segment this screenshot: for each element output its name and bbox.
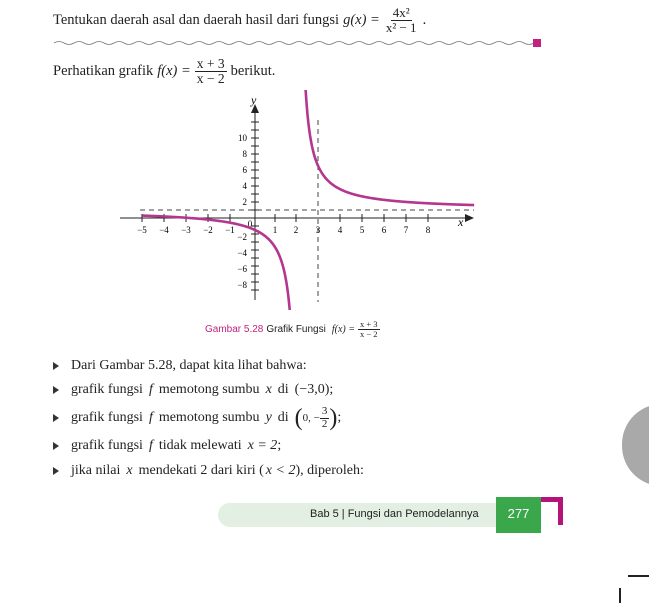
question-fraction	[384, 6, 419, 34]
bullet-point-numerator: 3	[321, 405, 328, 417]
bullet-text: tidak melewati	[158, 438, 242, 453]
bullet-point-open: 0, −	[302, 412, 320, 425]
list-item	[53, 382, 333, 398]
bullet-function: f	[148, 410, 153, 426]
caption-func-name: f(x) =	[331, 323, 355, 335]
y-tick-label: −4	[237, 248, 247, 258]
question-text: Tentukan daerah asal dan daerah hasil dari fungsi	[53, 11, 340, 28]
bullet-point-group	[295, 406, 338, 430]
list-item	[53, 406, 341, 430]
bullet-triangle-icon	[53, 386, 59, 394]
bullet-equation: x = 2	[247, 438, 278, 453]
bullet-point: (−3,0)	[294, 382, 330, 397]
bullet-triangle-icon	[53, 442, 59, 450]
bullet-text: mendekati 2 dari kiri (	[138, 463, 264, 478]
y-tick-label: 4	[242, 181, 247, 191]
intro-fraction	[195, 57, 227, 86]
divider-marker	[533, 39, 541, 47]
bullet-triangle-icon	[53, 362, 59, 370]
bullet-point-denominator: 2	[321, 417, 328, 430]
curve-right-branch	[301, 90, 475, 205]
bullet-list	[53, 358, 573, 488]
y-tick-label: 2	[242, 197, 247, 207]
x-tick-label: 4	[337, 225, 343, 235]
bullet-text: grafik fungsi	[71, 438, 143, 453]
intro-numerator: x + 3	[196, 56, 225, 71]
wavy-divider	[52, 38, 542, 50]
intro-suffix: berikut.	[230, 63, 276, 80]
bullet-text: grafik fungsi	[71, 410, 143, 426]
x-tick-label: 8	[425, 225, 431, 235]
y-axis-label: y	[251, 93, 257, 107]
caption-numerator: x + 3	[359, 319, 378, 329]
x-tick-label: −3	[181, 225, 191, 235]
bullet-function: f	[148, 382, 153, 397]
y-tick-label: −2	[237, 232, 247, 242]
bullet-variable: y	[265, 410, 272, 426]
caption-fraction	[358, 320, 380, 339]
bullet-text: grafik fungsi	[71, 382, 143, 397]
caption-label: Gambar 5.28	[205, 323, 264, 335]
y-tick-label: 8	[242, 149, 247, 159]
caption-title: Grafik Fungsi	[266, 323, 326, 335]
x-tick-label: 2	[293, 225, 299, 235]
x-tick-label: −2	[203, 225, 213, 235]
bullet-text: di	[277, 382, 289, 397]
bullet-text: Dari Gambar 5.28, dapat kita lihat bahwa:	[71, 358, 307, 373]
footer-chapter: Bab 5 | Fungsi dan Pemodelannya	[310, 508, 479, 520]
open-paren: (	[294, 405, 303, 432]
bullet-end: ;	[337, 410, 342, 426]
caption-denominator: x − 2	[359, 328, 378, 339]
y-tick-label: 10	[238, 133, 247, 143]
x-tick-label: 6	[381, 225, 387, 235]
x-tick-label: −5	[137, 225, 147, 235]
function-graph	[110, 90, 490, 310]
y-tick-labels	[237, 133, 247, 290]
intro-prefix: Perhatikan grafik	[53, 63, 154, 80]
x-tick-label: 7	[403, 225, 409, 235]
list-item	[53, 438, 281, 454]
intro-denominator: x − 2	[196, 71, 225, 87]
bullet-function: f	[148, 438, 153, 453]
bullet-end: ;	[329, 382, 334, 397]
close-paren: )	[329, 405, 338, 432]
bullet-triangle-icon	[53, 414, 59, 422]
page-number: 277	[507, 506, 530, 521]
question-denominator: x² − 1	[385, 19, 417, 35]
bullet-end: ), diperoleh:	[295, 463, 364, 478]
x-tick-label: 3	[315, 225, 321, 235]
x-tick-label: 5	[359, 225, 365, 235]
x-tick-label: −4	[159, 225, 169, 235]
x-axis-arrow	[465, 214, 474, 222]
bullet-text: memotong sumbu	[158, 410, 260, 426]
y-tick-label: 6	[242, 165, 247, 175]
bullet-condition: x < 2	[265, 463, 296, 478]
intro-line	[53, 57, 275, 86]
bullet-point-fraction	[320, 406, 330, 430]
question-line	[53, 6, 426, 34]
bullet-text: di	[277, 410, 289, 426]
bullet-variable: x	[126, 463, 133, 478]
bullet-text: jika nilai	[71, 463, 121, 478]
y-tick-label: −8	[237, 280, 247, 290]
x-tick-label: 0	[247, 219, 253, 229]
x-axis-label: x	[458, 215, 464, 229]
question-func-name: g(x) =	[343, 11, 380, 28]
side-tab	[622, 404, 649, 486]
bullet-end: ;	[277, 438, 282, 453]
bullet-text: memotong sumbu	[158, 382, 260, 397]
question-numerator: 4x²	[392, 5, 410, 20]
figure-caption	[205, 320, 380, 339]
intro-func-name: f(x) =	[157, 63, 191, 80]
footer-accent-side	[558, 497, 563, 525]
bullet-triangle-icon	[53, 467, 59, 475]
x-tick-label: −1	[225, 225, 235, 235]
list-item	[53, 358, 307, 374]
list-item	[53, 463, 364, 479]
x-tick-label: 1	[272, 225, 278, 235]
question-end: .	[422, 11, 427, 28]
crop-mark-horizontal	[628, 575, 649, 577]
y-tick-label: −6	[237, 264, 247, 274]
crop-mark-vertical	[619, 588, 621, 603]
x-tick-labels	[137, 219, 431, 235]
bullet-variable: x	[265, 382, 272, 397]
